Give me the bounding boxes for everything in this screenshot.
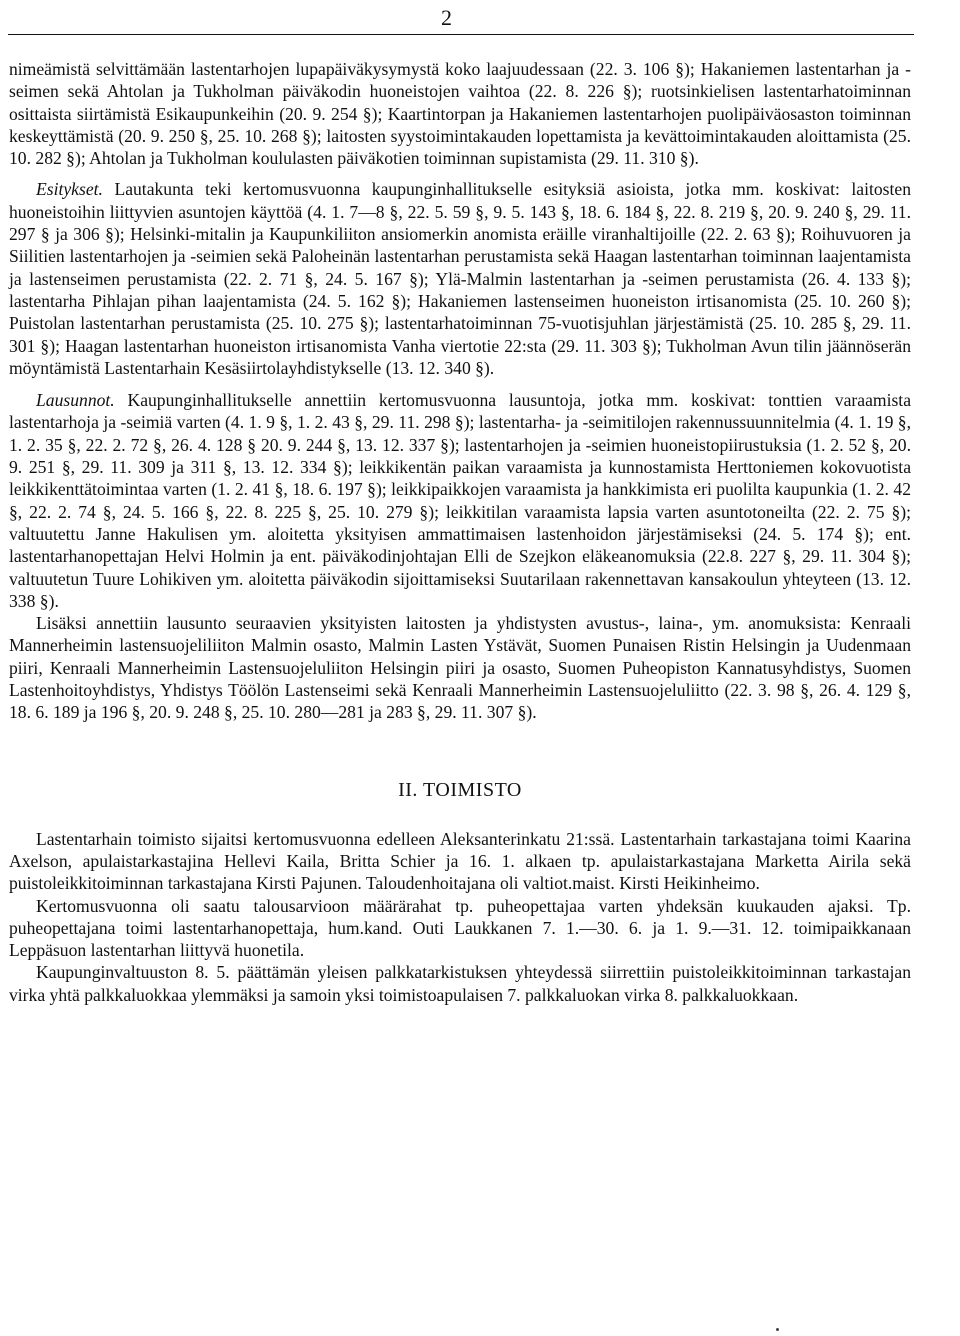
paragraph-toimisto: Lastentarhain toimisto sijaitsi kertomusvuonna edelleen Aleksanterinkatu 21:ssä. Lastentarhain tarkastajana toimi Kaarina Axelson, apulaistarkastajina Hellevi Kaila, Britta Schier ja 16. 1. alkaen tp. apulaistarkastajana Marketta Airila sekä puistoleikkitoiminnan tarkastajana Kirsti Pajunen. Taloudenhoitajana oli valtiot.maist. Kirsti Heikinheimo. [9,828,911,894]
header-rule [8,34,914,35]
paragraph-lisaksi: Lisäksi annettiin lausunto seuraavien yksityisten laitosten ja yhdistysten avustus-, laina-, ym. anomuksista: Kenraali Mannerheimin lastensuojeliliiton Malmin osasto, Malmin Lasten Ystävät, Suomen Punaisen Ristin Helsingin ja Uudenmaan piiri, Kenraali Mannerheimin Lastensuojeluliiton Helsingin piiri ja osasto, Suomen Puheopiston Kannatusyhdistys, Suomen Lastenhoitoyhdistys, Yhdistys Töölön Lastenseimi sekä Kenraali Mannerheimin Lastensuojeluliitto (22. 3. 98 §, 26. 4. 129 §, 18. 6. 189 ja 196 §, 20. 9. 248 §, 25. 10. 280—281 ja 283 §, 29. 11. 307 §). [9,613,911,723]
scan-speck [776,1328,779,1331]
paragraph-esitykset [9,178,911,379]
paragraph-puheopettaja: Kertomusvuonna oli saatu talousarvioon määrärahat tp. puheopettajaa varten yhdeksän kuukauden ajaksi. Tp. puheopettajana toimi lastentarhanopettaja, hum.kand. Outi Laukkanen 7. 1.—30. 6. ja 1. 9.—31. 12. toimipaikkanaan Leppäsuon lastentarhan liittyvä huonetila. [9,895,911,961]
run-in-heading-lausunnot: Lausunnot. [36,390,115,411]
paragraph-palkkatarkistus: Kaupunginvaltuuston 8. 5. päättämän yleisen palkkatarkistuksen yhteydessä siirrettiin puistoleikkitoiminnan tarkastajan virka yhtä palkkaluokkaa ylemmäksi ja samoin yksi toimistoapulaisen 7. palkkaluokan virka 8. palkkaluokkaan. [9,962,911,1005]
page-number: 2 [441,5,452,30]
section-heading: II. TOIMISTO [398,778,522,801]
run-in-heading-esitykset: Esitykset. [36,179,103,200]
page-content [9,58,911,1006]
paragraph-lausunnot-text: Kaupunginhallitukselle annettiin kertomusvuonna lausuntoja, jotka mm. koskivat: tonttien varaamista lastentarhoja ja -seimiä varten (4. 1. 9 §, 1. 2. 43 §, 29. 11. 298 §); lastentarha- ja -seimitilojen rakennussuunnitelmia (4. 1. 19 §, 1. 2. 35 §, 22. 2. 72 §, 26. 4. 128 § 20. 9. 244 §, 13. 12. 337 §); lastentarhojen ja -seimien huoneistopiirustuksia (1. 2. 52 §, 20. 9. 251 §, 29. 11. 309 ja 311 §, 13. 12. 334 §); leikkikentän paikan varaamista ja kunnostamista Herttoniemen kokovuotista leikkikenttätoimintaa varten (1. 2. 41 §, 18. 6. 197 §); leikkipaikkojen varaamista ja hankkimista eri puolilta kaupunkia (1. 2. 42 §, 22. 2. 74 §, 24. 5. 166 §, 22. 8. 225 §, 25. 10. 279 §); leikkitilan varaamista lapsia varten asuntotoneilta (22. 2. 75 §); valtuutettu Janne Hakulisen ym. aloitetta yksityisen ammattimaisen lastenhoidon järjestämiseksi (24. 5. 174 §); ent. lastentarhanopettajan Helvi Holmin ja ent. päiväkodinjohtajan Elli de Szejkon eläkeanomuksia (22.8. 227 §, 29. 11. 304 §); valtuutetun Tuure Lohikiven ym. aloitetta päiväkodin sijoittamiseksi Suutarilaan rakennettavan kansakoulun yhteyteen (13. 12. 338 §). [9,390,911,611]
paragraph-esitykset-text: Lautakunta teki kertomusvuonna kaupunginhallitukselle esityksiä asioista, jotka mm. koskivat: laitosten huoneistoihin liittyvien asuntojen käyttöä (4. 1. 7—8 §, 22. 5. 59 §, 9. 5. 143 §, 18. 6. 184 §, 22. 8. 219 §, 20. 9. 240 §, 29. 11. 297 § ja 306 §); Helsinki-mitalin ja Kaupunkiliiton ansiomerkin anomista eräille viranhaltijoille (22. 2. 63 §); Roihuvuoren ja Siilitien lastentarhojen ja -seimien sekä Paloheinän lastentarhan perustamista sekä Haagan lastentarhan toiminnan laajentamista ja lastenseimen perustamista (22. 2. 71 §, 24. 5. 167 §); Ylä-Malmin lastentarhan ja -seimen perustamista (26. 4. 133 §); lastentarha Pihlajan pihan laajentamista (24. 5. 162 §); Hakaniemen lastenseimen huoneiston irtisanomista (25. 10. 260 §); Puistolan lastentarhan perustamista (25. 10. 275 §); lastentarhatoiminnan 75-vuotisjuhlan järjestämistä (25. 10. 285 §, 29. 11. 301 §); Haagan lastentarhan huoneiston irtisanomista Vanha viertotie 22:sta (29. 11. 303 §); Tukholman Avun tilin jäännöserän möyntämistä Lastentarhain Kesäsiirtolayhdistykselle (13. 12. 340 §). [9,179,911,378]
paragraph-lausunnot [9,389,911,612]
paragraph-continuation: nimeämistä selvittämään lastentarhojen lupapäiväkysymystä koko laajuudessaan (22. 3. 106 §); Hakaniemen lastentarhan ja -seimen sekä Ahtolan ja Tukholman päiväkodin huoneistojen vaihtoa (22. 8. 226 §); ruotsinkielisen lastentarhatoiminnan osittaista siirtämistä Esikaupunkeihin (20. 9. 254 §); Kaartintorpan ja Hakaniemen lastentarhojen puolipäiväosaston toiminnan keskeyttämistä (20. 9. 250 §, 25. 10. 268 §); laitosten syystoimintakauden lopettamista ja kevättoimintakauden aloittamista (25. 10. 282 §); Ahtolan ja Tukholman koululasten päiväkotien toiminnan supistamista (29. 11. 310 §). [9,59,911,169]
